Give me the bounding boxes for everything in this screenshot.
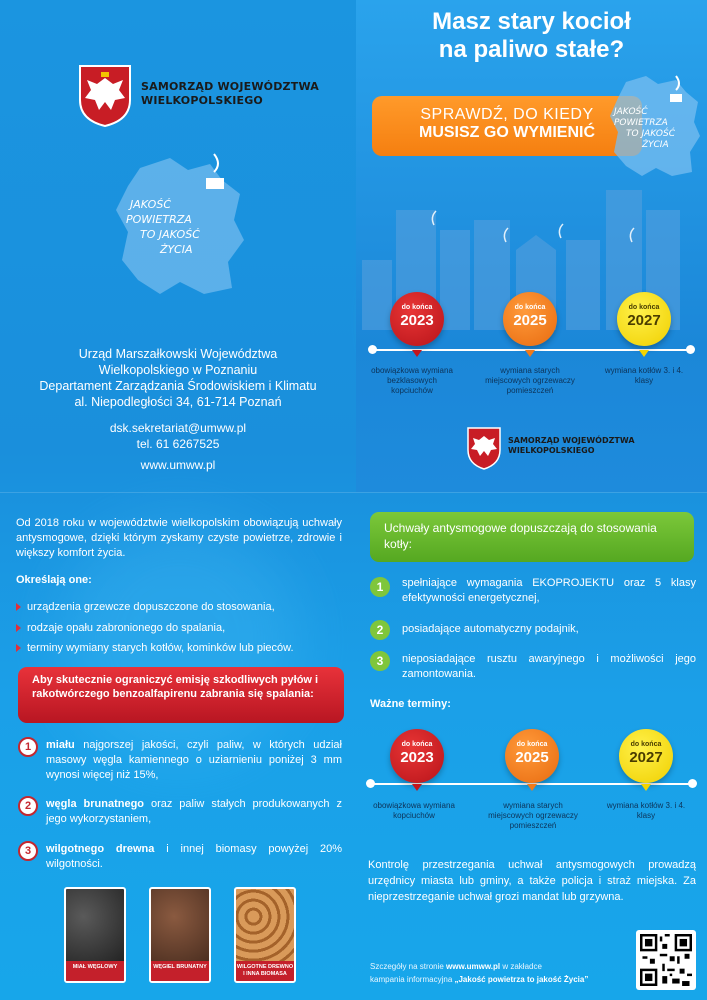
number-badge: 2	[370, 620, 390, 640]
orange-banner	[372, 96, 642, 156]
intro-text: Od 2018 roku w województwie wielkopolskim obowiązują uchwały antysmogowe, dzięki którym zyskamy czyste powietrze, zdrowie i większy komfort życia.	[16, 517, 342, 559]
phone-number: tel. 61 6267525	[136, 437, 220, 451]
footer-site-link[interactable]: www.umww.pl	[446, 962, 501, 971]
timeline-pin	[527, 784, 537, 791]
number-badge: 2	[18, 796, 38, 816]
number-badge: 3	[370, 651, 390, 671]
milestone-2023-bottom	[390, 729, 444, 783]
timeline-top-start	[368, 345, 377, 354]
office-line2: Wielkopolskiego w Poznaniu	[98, 363, 258, 377]
timeline-pin	[641, 784, 651, 791]
milestone-label: do końca	[630, 741, 662, 748]
headline	[356, 8, 707, 64]
svg-text:ŻYCIA: ŻYCIA	[642, 140, 669, 150]
footer-line2: kampania informacyjna	[370, 975, 455, 984]
headline-line1: Masz stary kocioł	[432, 8, 631, 35]
office-address	[0, 346, 356, 410]
banned-bold: miału	[46, 739, 75, 751]
campaign-logo-text: JAKOŚĆ	[614, 107, 648, 117]
milestone-year: 2025	[513, 312, 547, 329]
region-map-icon	[606, 72, 702, 182]
svg-text:POWIETRZA: POWIETRZA	[614, 118, 668, 128]
orange-banner-line2: MUSISZ GO WYMIENIĆ	[419, 124, 595, 141]
allowed-item: spełniające wymagania EKOPROJEKTU oraz 5 klasy efektywności energetycznej,	[402, 577, 696, 604]
milestone-2025-top	[503, 292, 557, 346]
milestone-desc: wymiana kotłów 3. i 4. klasy	[604, 366, 684, 385]
milestone-label: do końca	[401, 741, 433, 748]
banned-bold: węgla brunatnego	[46, 798, 145, 810]
specify-title: Określają one:	[16, 574, 92, 586]
arrow-icon	[16, 624, 21, 632]
milestone-year: 2023	[400, 312, 434, 329]
footer-text	[370, 960, 632, 986]
milestone-label: do końca	[401, 304, 433, 311]
orange-banner-line1: SPRAWDŹ, DO KIEDY	[420, 106, 594, 123]
logo-small-line1: SAMORZĄD WOJEWÓDZTWA	[508, 436, 635, 445]
logo-line2: WIELKOPOLSKIEGO	[141, 94, 263, 107]
timeline-bottom-start	[366, 779, 375, 788]
arrow-icon	[16, 603, 21, 611]
red-banner: Aby skutecznie ograniczyć emisję szkodliwych pyłów i rakotwórczego benzoalfapirenu zabrania się spalania:	[18, 667, 344, 723]
office-line3: Departament Zarządzania Środowiskiem i Klimatu	[39, 379, 317, 393]
milestone-desc: obowiązkowa wymiana bezklasowych kopciuchów	[371, 366, 453, 395]
campaign-line1: JAKOŚĆ	[130, 198, 172, 211]
banned-item	[46, 842, 342, 872]
logo-small-text	[508, 436, 635, 456]
office-line4: al. Niepodległości 34, 61-714 Poznań	[74, 395, 282, 409]
timeline-pin	[412, 784, 422, 791]
thumb-label: MIAŁ WĘGLOWY	[66, 961, 124, 981]
footer-campaign: „Jakość powietrza to jakość Życia”	[454, 975, 589, 984]
logo-text	[141, 80, 319, 108]
website-link[interactable]: www.umww.pl	[140, 458, 216, 472]
footer-pre: Szczegóły na stronie	[370, 962, 447, 971]
allowed-item: posiadające automatyczny podajnik,	[402, 623, 579, 635]
milestone-desc: wymiana starych miejscowych ogrzewaczy pomieszczeń	[488, 801, 578, 830]
email-link[interactable]: dsk.sekretariat@umww.pl	[109, 421, 247, 435]
bullet-item	[16, 641, 294, 655]
campaign-map-icon	[110, 150, 250, 300]
campaign-line2: POWIETRZA	[126, 213, 192, 226]
logo-small-line2: WIELKOPOLSKIEGO	[508, 446, 595, 455]
coal-dust-image	[64, 887, 126, 983]
milestone-2027-top	[617, 292, 671, 346]
arrow-icon	[16, 644, 21, 652]
qr-code-icon[interactable]	[636, 930, 696, 990]
footer-mid: w zakładce	[500, 962, 542, 971]
timeline-pin	[639, 350, 649, 357]
wet-wood-image	[234, 887, 296, 983]
terms-title: Ważne terminy:	[370, 698, 451, 710]
number-badge: 1	[370, 577, 390, 597]
bullet-item	[16, 621, 225, 635]
banned-item	[46, 738, 342, 783]
milestone-2023-top	[390, 292, 444, 346]
milestone-label: do końca	[628, 304, 660, 311]
bullet-item	[16, 600, 275, 614]
timeline-pin	[525, 350, 535, 357]
thumb-label: WĘGIEL BRUNATNY	[151, 961, 209, 981]
timeline-bottom-end	[688, 779, 697, 788]
milestone-year: 2025	[515, 749, 549, 766]
milestone-desc: wymiana starych miejscowych ogrzewaczy pomieszczeń	[485, 366, 575, 395]
control-text: Kontrolę przestrzegania uchwał antysmogowych prowadzą urzędnicy miasta lub gminy, a także policja i straż miejska. Za nieprzestrzeganie uchwał grozi mandat lub grzywna.	[368, 859, 696, 903]
milestone-desc: obowiązkowa wymiana kopciuchów	[373, 801, 455, 820]
fold-divider	[0, 492, 707, 493]
bullet-text: urządzenia grzewcze dopuszczone do stosowania,	[27, 601, 275, 613]
banned-item	[46, 797, 342, 827]
logo-line1: SAMORZĄD WOJEWÓDZTWA	[141, 80, 319, 93]
campaign-line3: TO JAKOŚĆ	[140, 228, 200, 241]
milestone-desc: wymiana kotłów 3. i 4. klasy	[606, 801, 686, 820]
number-badge: 3	[18, 841, 38, 861]
milestone-year: 2023	[400, 749, 434, 766]
timeline-pin	[412, 350, 422, 357]
bullet-text: rodzaje opału zabronionego do spalania,	[27, 622, 226, 634]
office-line1: Urząd Marszałkowski Województwa	[78, 347, 278, 361]
milestone-label: do końca	[514, 304, 546, 311]
headline-line2: na paliwo stałe?	[438, 36, 625, 63]
milestone-2027-bottom	[619, 729, 673, 783]
banned-bold: wilgotnego drewna	[46, 843, 155, 855]
banned-rest: oraz paliw stałych produkowanych z jego wykorzystaniem,	[46, 798, 342, 825]
milestone-2025-bottom	[505, 729, 559, 783]
timeline-top-end	[686, 345, 695, 354]
contact-info	[0, 420, 356, 473]
banned-rest: najgorszej jakości, czyli paliw, w których udział masowy węgla kamiennego o uziarnieniu poniżej 3 mm wynosi więcej niż 15%,	[46, 739, 342, 781]
allowed-item: nieposiadające rusztu awaryjnego i możliwości jego zamontowania.	[402, 653, 696, 680]
brown-coal-image	[149, 887, 211, 983]
milestone-year: 2027	[627, 312, 661, 329]
green-banner: Uchwały antysmogowe dopuszczają do stosowania kotły:	[370, 512, 694, 562]
number-badge: 1	[18, 737, 38, 757]
thumb-label: WILGOTNE DREWNO I INNA BIOMASA	[236, 961, 294, 981]
milestone-year: 2027	[629, 749, 663, 766]
bullet-text: terminy wymiany starych kotłów, kominków lub pieców.	[27, 642, 294, 654]
svg-text:TO JAKOŚĆ: TO JAKOŚĆ	[626, 129, 675, 139]
milestone-label: do końca	[516, 741, 548, 748]
banned-rest: i innej biomasy powyżej 20% wilgotności.	[46, 843, 342, 870]
campaign-line4: ŻYCIA	[160, 243, 193, 256]
